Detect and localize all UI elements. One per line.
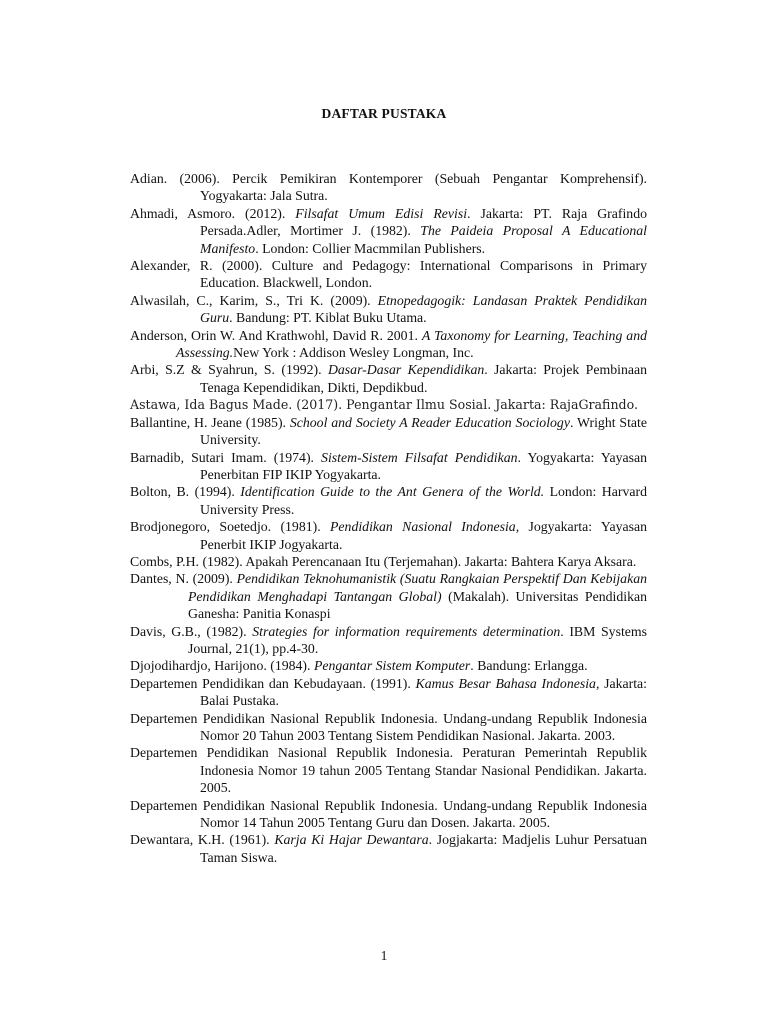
reference-entry (130, 205, 647, 257)
reference-text: . Jakarta: Projek Pembinaan Tenaga Kependidikan, Dikti, Depdikbud. (200, 362, 647, 395)
reference-entry (130, 292, 647, 327)
reference-entry (130, 483, 647, 518)
reference-text: Combs, P.H. (1982). Apakah Perencanaan Itu (Terjemahan). Jakarta: Bahtera Karya Aksara. (130, 553, 637, 569)
reference-text: . Yogyakarta: Yayasan Penerbitan FIP IKIP Yogyakarta. (200, 449, 647, 482)
reference-text: Alwasilah, C., Karim, S., Tri K. (2009). (130, 292, 378, 308)
reference-text: Jakarta: Balai Pustaka. (200, 675, 648, 709)
reference-text: London: Harvard University Press. (200, 484, 648, 517)
reference-entry (130, 257, 647, 292)
page-number: 1 (380, 948, 388, 963)
reference-title: A Taxonomy for Learning, Teaching and Assessing. (176, 327, 647, 361)
reference-entry (130, 553, 647, 570)
reference-title: School and Society A Reader Education Sociology (289, 414, 570, 430)
reference-text: . Wright State University. (200, 414, 647, 448)
reference-title: Karja Ki Hajar Dewantara (274, 832, 429, 848)
reference-title: Pengantar Sistem Komputer (313, 658, 471, 674)
reference-entry (130, 327, 647, 362)
reference-text: Departemen Pendidikan Nasional Republik Indonesia. Undang-undang Republik Indonesia Nomor 20 Tahun 2003 Tentang Sistem Pendidikan Nasional. Jakarta. 2003. (130, 710, 647, 743)
reference-text: . London: Collier Macmmilan Publishers. (255, 240, 486, 256)
reference-title: Filsafat Umum Edisi Revisi (295, 205, 468, 221)
reference-entry (130, 831, 647, 866)
reference-text: Davis, G.B., (1982). (130, 623, 253, 639)
reference-text: Brodjonegoro, Soetedjo. (1981). (130, 519, 330, 535)
reference-title: Sistem-Sistem Filsafat Pendidikan (321, 449, 518, 465)
reference-entry (130, 396, 647, 413)
reference-text: . Jogjakarta: Madjelis Luhur Persatuan Taman Siswa. (200, 832, 648, 865)
reference-text: Anderson, Orin W. And Krathwohl, David R. 2001. (130, 327, 422, 343)
reference-entry (130, 570, 647, 622)
reference-title: The Paideia Proposal A Educational Manifesto (200, 223, 647, 256)
reference-text: Ahmadi, Asmoro. (2012). (130, 205, 296, 221)
reference-entry (130, 675, 647, 710)
reference-text: Djojodihardjo, Harijono. (1984). (130, 658, 314, 674)
reference-title: Strategies for information requirements determination (252, 623, 561, 639)
reference-text: Ballantine, H. Jeane (1985). (130, 414, 290, 430)
reference-entry (130, 744, 647, 796)
reference-list (130, 170, 647, 866)
reference-text: Dantes, N. (2009). (130, 571, 237, 587)
reference-text: . IBM Systems Journal, 21(1), pp.4-30. (188, 623, 648, 656)
reference-title: Pendidikan Teknohumanistik (Suatu Rangkaian Perspektif Dan Kebijakan Pendidikan Menghadapi Tantangan Global) (188, 571, 647, 604)
reference-text: Departemen Pendidikan Nasional Republik Indonesia. Undang-undang Republik Indonesia Nomor 14 Tahun 2005 Tentang Guru dan Dosen. Jakarta. 2005. (130, 797, 647, 831)
reference-entry (130, 518, 647, 553)
reference-text: Jogyakarta: Yayasan Penerbit IKIP Jogyakarta. (200, 519, 647, 552)
reference-entry (130, 361, 647, 396)
reference-title: Identification Guide to the Ant Genera of the World. (240, 484, 545, 500)
reference-text: Alexander, R. (2000). Culture and Pedagogy: International Comparisons in Primary Education. Blackwell, London. (130, 258, 647, 291)
reference-entry (130, 797, 647, 832)
reference-text: . Jakarta: PT. Raja Grafindo Persada.Adler, Mortimer J. (1982). (200, 205, 647, 239)
reference-text: Dewantara, K.H. (1961). (130, 832, 275, 848)
reference-text: Bolton, B. (1994). (130, 484, 241, 500)
reference-text: Arbi, S.Z & Syahrun, S. (1992). (130, 362, 328, 378)
reference-entry (130, 657, 647, 674)
reference-entry (130, 623, 647, 658)
reference-title: Etnopedagogik: Landasan Praktek Pendidikan Guru (200, 292, 648, 326)
reference-title: Kamus Besar Bahasa Indonesia, (415, 675, 600, 691)
reference-entry (130, 449, 647, 484)
page-title: DAFTAR PUSTAKA (321, 106, 447, 121)
reference-text: Astawa, Ida Bagus Made. (2017). Pengantar Ilmu Sosial. Jakarta: RajaGrafindo. (130, 397, 638, 413)
reference-text: . Bandung: PT. Kiblat Buku Utama. (229, 310, 427, 326)
reference-text: Departemen Pendidikan dan Kebudayaan. (1991). (130, 675, 416, 691)
reference-title: Dasar-Dasar Kependidikan (327, 362, 485, 378)
reference-text: Barnadib, Sutari Imam. (1974). (130, 449, 322, 465)
reference-entry (130, 710, 647, 745)
reference-text: New York : Addison Wesley Longman, Inc. (233, 345, 474, 361)
reference-text: . Bandung: Erlangga. (470, 658, 588, 674)
reference-text: Adian. (2006). Percik Pemikiran Kontemporer (Sebuah Pengantar Komprehensif). Yogyakarta: Jala Sutra. (130, 171, 647, 204)
reference-title: Pendidikan Nasional Indonesia, (330, 519, 520, 535)
reference-text: (Makalah). Universitas Pendidikan Ganesha: Panitia Konaspi (188, 588, 647, 622)
reference-text: Departemen Pendidikan Nasional Republik Indonesia. Peraturan Pemerintah Republik Indonesia Nomor 19 tahun 2005 Tentang Standar Nasional Pendidikan. Jakarta. 2005. (130, 745, 647, 796)
reference-entry (130, 170, 647, 205)
reference-entry (130, 414, 647, 449)
